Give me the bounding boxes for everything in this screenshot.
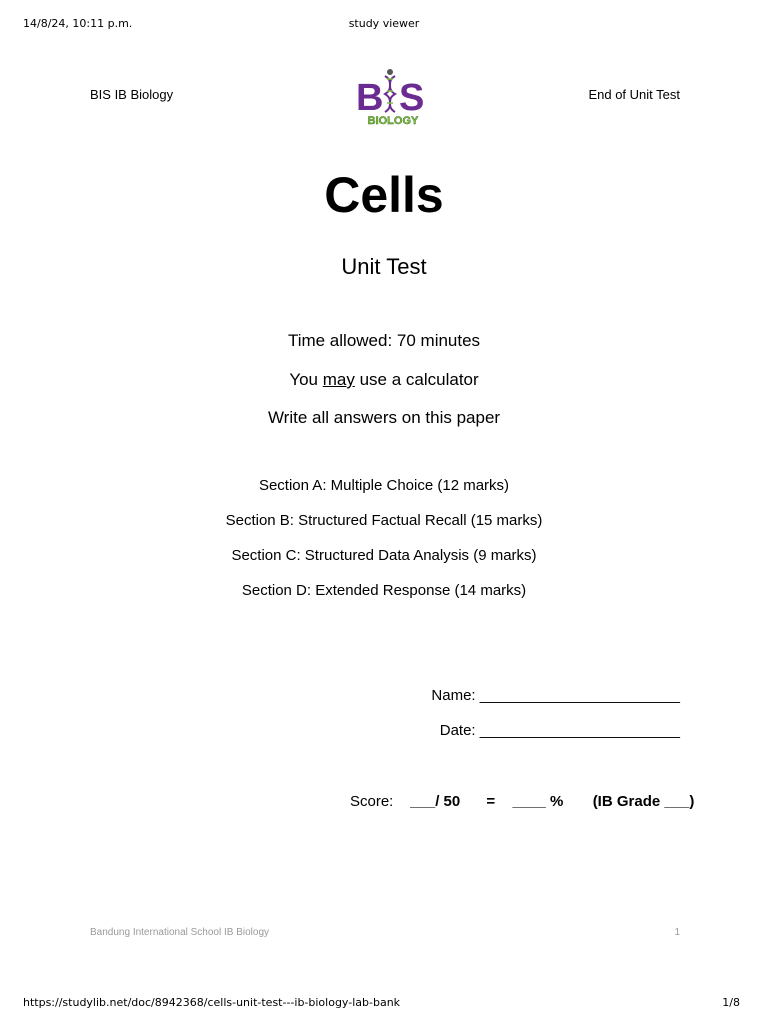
dna-helix-icon [352,66,434,128]
section-b: Section B: Structured Factual Recall (15 marks) [225,512,543,529]
svg-text:B: B [356,77,384,119]
score-percent[interactable]: ____ % [512,793,564,810]
section-d: Section D: Extended Response (14 marks) [241,582,527,599]
section-c: Section C: Structured Data Analysis (9 marks) [231,547,537,564]
date-label: Date: [439,722,476,739]
svg-text:S: S [399,77,425,119]
name-field[interactable] [431,687,680,704]
calculator-note-pre: You [289,370,323,389]
date-field[interactable] [440,722,680,739]
answers-note: Write all answers on this paper [267,408,501,427]
name-label: Name: [431,687,476,704]
print-title: study viewer [348,17,420,30]
svg-text:BIOLOGY: BIOLOGY [367,115,419,127]
header-course: BIS IB Biology [90,87,174,102]
section-a: Section A: Multiple Choice (12 marks) [258,477,510,494]
header-test-type: End of Unit Test [588,87,680,102]
score-equals: = [486,793,496,810]
time-allowed: Time allowed: 70 minutes [287,331,481,350]
footer-school: Bandung International School IB Biology [90,927,270,938]
page-title: Cells [324,167,444,223]
ib-grade[interactable]: (IB Grade ___) [592,793,695,810]
print-url[interactable]: https://studylib.net/doc/8942368/cells-unit-test---ib-biology-lab-bank [23,996,401,1009]
calculator-note-post: use a calculator [354,370,479,389]
score-line [350,793,694,810]
print-page-count: 1/8 [722,996,740,1009]
calculator-note [0,370,768,390]
bis-biology-logo [352,66,434,128]
score-fraction[interactable]: ___/ 50 [410,793,461,810]
name-blank[interactable]: ________________________ [479,687,680,704]
print-datetime: 14/8/24, 10:11 p.m. [23,17,133,30]
page-subtitle: Unit Test [341,254,427,279]
date-blank[interactable]: ________________________ [479,722,680,739]
calculator-note-emphasis: may [322,370,355,389]
footer-page-number: 1 [674,927,680,938]
score-label: Score: [350,793,394,810]
